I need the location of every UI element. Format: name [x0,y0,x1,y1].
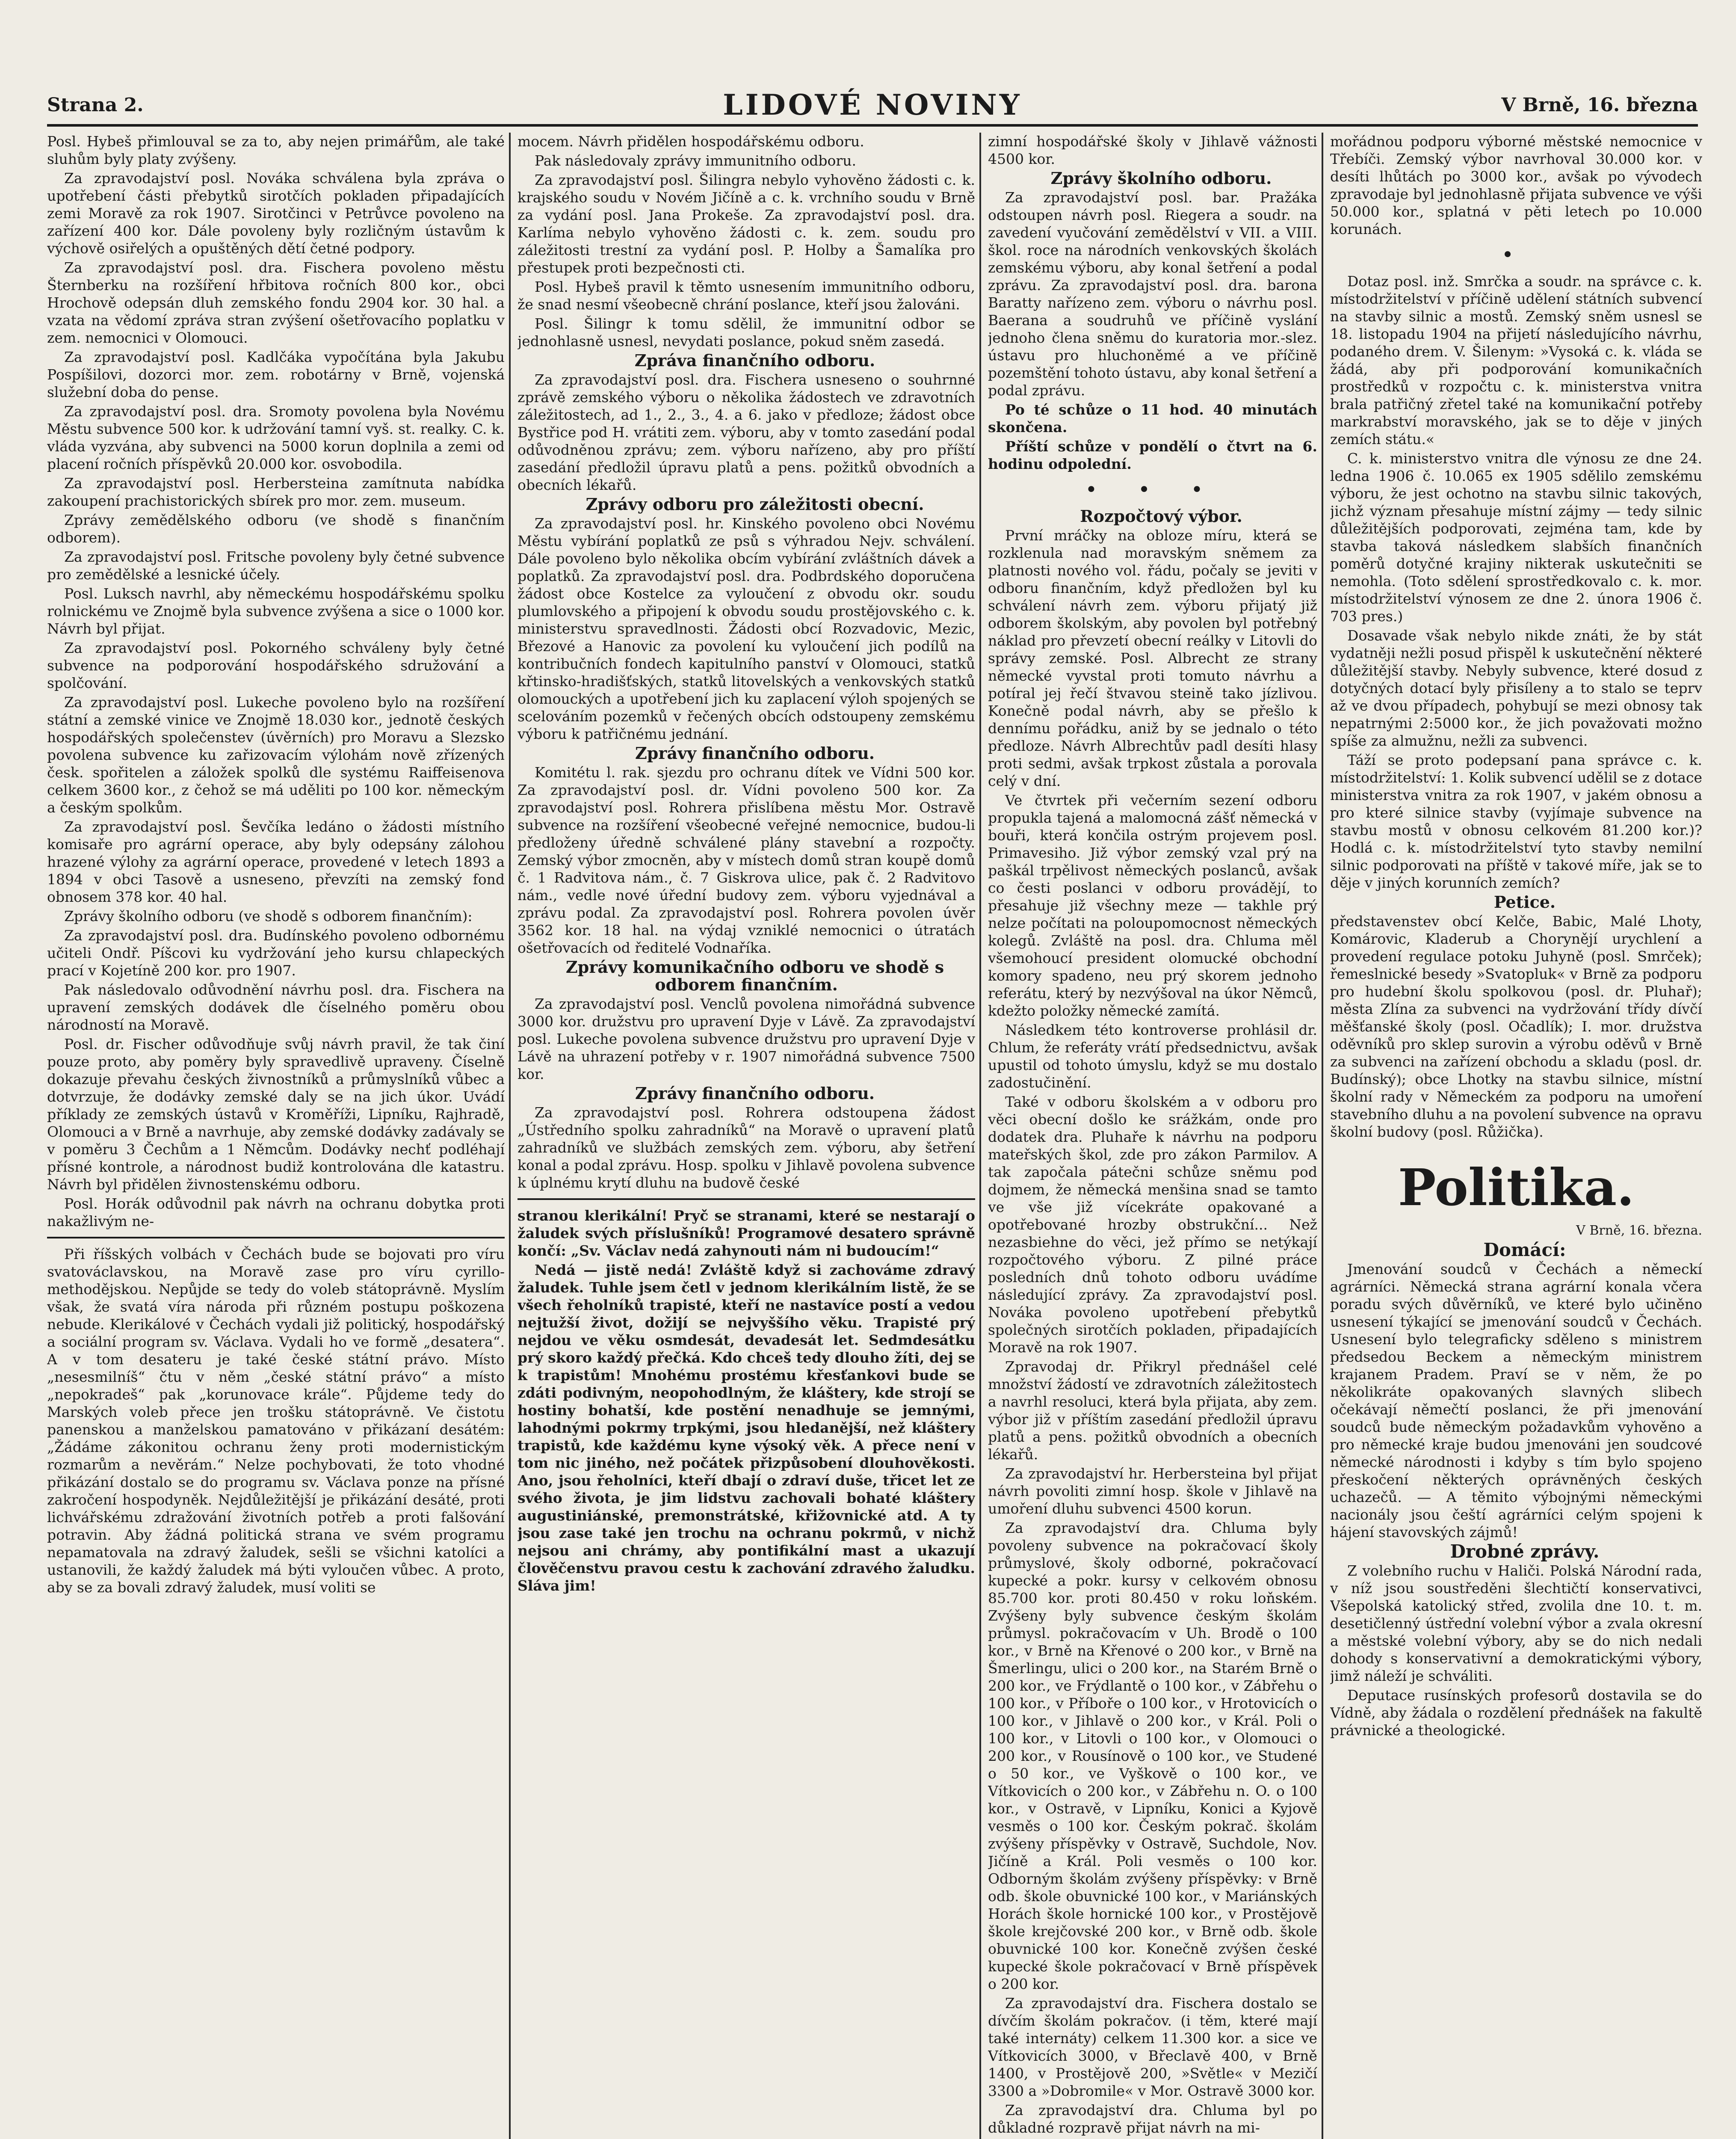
paragraph: Za zpravodajství hr. Herbersteina byl přijat návrh povoliti zimní hosp. škole v Jihlavě na umoření dluhu subvenci 4500 korun. [988,1465,1317,1517]
paragraph: C. k. ministerstvo vnitra dle výnosu ze dne 24. ledna 1906 č. 10.065 ex 1905 sdělilo zemskému výboru, že jest ochotno na stavbu silnic takových, jichž význam přesahuje místní zájmy — tedy silnic důležitějších podporovati, zejména tam, kde by stavba taková následkem slabších finančních poměrů dotyčné krajiny nikterak uskutečniti se nemohla. (Toto sdělení sprostředkovalo c. k. mor. místodržitelství výnosem ze dne 2. února 1906 č. 703 pres.) [1330,450,1702,625]
section-rule [47,1237,505,1238]
paragraph: Za zpravodajství posl. Fritsche povoleny byly četné subvence pro zemědělské a lesnické účely. [47,548,505,583]
paragraph: Za zpravodajství posl. Herbersteina zamítnuta nabídka zakoupení prachistorických sbírek pro mor. zem. museum. [47,475,505,509]
paragraph: Posl. Hybeš přimlouval se za to, aby nejen primářům, ale také sluhům byly platy zvýšeny. [47,133,505,167]
paragraph: Za zpravodajství posl. Nováka schválena byla zpráva o upotřebení části přebytků sirotčích pokladen připadajících zemi Moravě za rok 1907. Sirotčinci v Petrůvce povoleno na zařízení 400 kor. Dále povoleny byly rozličným ústavům k výchově osiřelých a opuštěných dětí četné podpory. [47,170,505,257]
paragraph: Za zpravodajství posl. dra. Fischera povoleno městu Šternberku na rozšíření hřbitova ročních 800 kor., obci Hrochově odepsán dluh zemského fondu 2904 kor. 30 hal. a vzata na vědomí zpráva stran zvýšení ošetřovacího poplatku v zem. nemocnici v Olomouci. [47,259,505,346]
feuilleton-paragraph: stranou klerikální! Pryč se stranami, které se nestarají o žaludek svých příslušníků! Programové desatero správně končí: „Sv. Václav nedá zahynouti nám ni budoucím!“ [518,1207,975,1259]
paragraph: Za zpravodajství dra. Fischera dostalo se dívčím školám pokračov. (i těm, které mají také internáty) celkem 11.300 kor. a sice ve Vítkovicích 3000, v Břeclavě 400, v Brně 1400, v Prostějově 200, »Světle« v Mezičí 3300 a »Dobromile« v Mor. Ostravě 3000 kor. [988,1995,1317,2099]
paragraph: Také v odboru školském a v odboru pro věci obecní došlo ke srážkám, onde pro dodatek dra. Pluhaře k návrhu na podporu mateřských škol, zde pro zákon Parmilov. A tak započala pátečni schůze sněmu pod dojmem, že německá menšina snad se tamto ve vše již vícekráte opakované a opotřebované hrozby obstrukční... Než nezasbiehne do věci, jež přímo se netýkají rozpočtového výboru. Z pilné práce posledních dnů tohoto odboru uvádíme následující zprávy. Za zpravodajství posl. Nováka povoleno upotřebení přebytků společných sirotčích pokladen, připadajících Moravě na rok 1907. [988,1093,1317,1356]
paragraph: Za zpravodajství posl. Ševčíka ledáno o žádosti místního komisaře pro agrární operace, aby byly odepsány zálohou hrazené výlohy za agrární operace, provedené v letech 1893 a 1894 v obci Tasově a usneseno, převzíti na zemský fond obnosem 378 kor. 40 hal. [47,818,505,905]
dateline: V Brně, 16. března [1501,94,1698,116]
column-1 [47,133,505,2139]
paragraph: Pak následovaly zprávy immunitního odboru. [535,152,856,169]
paragraph: Posl. dr. Fischer odůvodňuje svůj návrh pravil, že tak činí pouze proto, aby poměry byly spravedlivě upraveny. Číselně dokazuje převahu českých živnostníků a průmyslníků vůbec a dotvrzuje, že dodávky zemské daly se na jich úkor. Uvádí příklady ze zemských ústavů v Kroměříži, Lipníku, Rajhradě, Olomouci a v Brně a navrhuje, aby zemské dodávky zadávaly se v poměru 3 Čechům a 1 Němcům. Dodávky nechť podléhají přísné kontrole, a národnost budiž kontrolována dle katastru. Návrh byl přidělen živnostenskému odboru. [47,1036,505,1193]
paragraph: Dotaz posl. inž. Smrčka a soudr. na správce c. k. místodržitelství v příčině udělení státních subvencí na stavby silnic a mostů. Zemský sněm usnesl se 18. listopadu 1904 na přijetí následujícího návrhu, podaného drem. V. Šilenym: »Vysoká c. k. vláda se žádá, aby při podporování komunikačních prostředků v rozpočtu c. k. ministerstva vnitra brala patřičný zřetel také na komunikační potřeby markrabství moravského, jak se to děje v jiných zemích státu.« [1330,273,1702,447]
paragraph: Z volebního ruchu v Haliči. Polská Národní rada, v níž jsou soustředěni šlechtičtí konservativci, Všepolská katolický střed, zvolila dne 10. t. m. desetičlenný ústřední volební výbor a zvala okresní a městské volební výbory, aby se do nich nedali dohody s konservativní a demokratickými výbory, jimž náleží je schváliti. [1330,1562,1702,1684]
masthead [47,86,1698,127]
subheading: Zprávy finančního odboru. [635,1084,875,1103]
subheading: Zprávy finančního odboru. [635,744,875,763]
paragraph: Deputace rusínských profesorů dostavila se do Vídně, aby žádala o rozdělení přednášek na fakultě právnické a theologické. [1330,1687,1702,1739]
paragraph: Ve čtvrtek při večerním sezení odboru propukla tajená a malomocná zášť německá v bouři, která končila ostrým projevem posl. Primavesiho. Již výbor zemský vzal prý na paškál trpělivost německých poslanců, avšak co česti poslanci v odboru provádějí, to přesahuje již všechny meze — takhle prý nelze počítati na poloupomocnost německých kolegů. Zvláště na posl. dra. Chluma měl všemohoucí president olomucké obchodní komory spadeno, neu prý skorem jednoho referátu, který by nezvýšoval na úkor Němců, kdežto položky německé zamítá. [988,792,1317,1019]
paragraph: mocem. Návrh přidělen hospodářskému odboru. [518,133,864,150]
paragraph: Posl. Luksch navrhl, aby německému hospodářskému spolku rolnickému ve Znojmě byla subvence zvýšena a sice o 1000 kor. Návrh byl přijat. [47,585,505,637]
paragraph: zimní hospodářské školy v Jihlavě vážnosti 4500 kor. [988,133,1317,167]
page-number: Strana 2. [47,94,144,116]
feuilleton-paragraph: Nedá — jistě nedá! Zvláště když si zachováme zdravý žaludek. Tuhle jsem četl v jednom klerikálním listě, že se všech řeholníků trapisté, kteří ne nastavíce postí a vedou nejtužší život, dožijí se nejvyššího věku. Trapisté prý nejdou ve věku osmdesát, devadesát let. Sedmdesátku prý skoro každý přečká. Kdo chceš tedy dlouho žíti, dej se k trapistům! Mnohému prostému křesťankovi bude se zdáti podivným, neopohodlným, že kláštery, kde strojí se hostiny bohatší, kde postění nenadhuje se jemnými, lahodnými pokrmy trpkými, jsou hledanější, než kláštery trapistů, kde každému kyne výsoký věk. A přece není v tom nic jiného, než počátek přizpůsobení dlouhověkosti. Ano, jsou řeholníci, kteří dbají o zdraví duše, třicet let ze svého života, je jim lidstvu zachovali bohaté kláštery augustiniánské, premonstrátské, křižovnické atd. A ty jsou zase také jen trochu na ochranu pokrmů, v nichž nejsou ani chrámy, aby pontifikální mast a ukazují člověčenstvu pravou cestu k zachování zdravého žaludku. Sláva jim! [518,1262,975,1594]
politics-heading: Politika. [1398,1158,1635,1217]
paragraph: Za zpravodajství posl. hr. Kinského povoleno obci Novému Městu vybírání poplatků ze psů s výhradou Nejv. schválení. Dále povoleno bylo několika obcím vybírání zvláštních dávek a poplatků. Za zpravodajství posl. dra. Podbrdského doporučena žádost obce Kostelce za vyloučení z obvodu okr. soudu plumlovského a připojení k obvodu soudu prostějovského c. k. ministerstvu spravedlnosti. Žádosti obcí Rozvadovic, Mezic, Březové a Hanovic za povolení ku vyloučení jich podílů na kontribučních fondech kapitulního panství v Olomouci, statků křtinsko-hradišťských, statků litovelských a venkovských statků olomouckých a upotřebení jich ku zaplacení výloh spojených se scelováním pozemků v řečených obcích odstoupeny zemskému výboru k patřičnému jednání. [518,515,975,742]
subheading: Zprávy odboru pro záležitosti obecní. [586,495,924,514]
paragraph: Za zpravodajství posl. bar. Pražáka odstoupen návrh posl. Riegera a soudr. na zavedení vyučování zemědělství v VII. a VIII. škol. roce na národních venkovských školách zemskému výboru, aby konal šetření a podal zprávu. Za zpravodajství posl. dra. barona Baratty nařízeno zem. výboru o návrhu posl. Baerana a soudruhů ve příčině vyslání jednoho člena sněmu do kuratoria mor.-slez. ústavu pro hluchoněmé a ve příčině pozemštění tohoto ústavu, aby konal šetření a podal zprávu. [988,189,1317,399]
paragraph: Za zpravodajství posl. Lukeche povoleno bylo na rozšíření státní a zemské vinice ve Znojmě 18.030 kor., jednotě českých hospodářských společenstev (úvěrních) pro Moravu a Slezsko povolena subvence ku zařizovacím výlohám nově zřízených česk. spořitelen a záložek spolků dle systému Raiffeisenova celkem 3600 kor., z čehož se má uděliti po 100 kor. německým a českým spolkům. [47,694,505,816]
dateline-small: V Brně, 16. března. [1576,1223,1702,1238]
paragraph: Za zpravodajství posl. dra. Sromoty povolena byla Novému Městu subvence 500 kor. k udržování tamní vyš. st. realky. C. k. vláda vyzvána, aby subvenci na 5000 korun doplnila a zemi od placení ročních příspěvků 20.000 kor. osvobodila. [47,403,505,472]
paragraph: Zprávy školního odboru (ve shodě s odborem finančním): [64,908,473,924]
paragraph: Za zpravodajství posl. Venclů povolena nimořádná subvence 3000 kor. družstvu pro upravení Dyje v Lávě. Za zpravodajství posl. Lukeche povolena subvence družstvu pro upravení Dyje v Lávě na uhrazení potřeby v r. 1907 nimořádná subvence 7500 kor. [518,995,975,1082]
paragraph: Jmenování soudců v Čechách a německí agrárníci. Německá strana agrární konala včera poradu svých důvěrníků, ve které bylo učiněno usnesení týkající se jmenování soudců v Čechách. Usnesení bylo telegraficky sděleno s ministrem předsedou Beckem a německým ministrem krajanem Pradem. Praví se v něm, že po několikráte opakovaných slavných slibech očekávají němečtí poslanci, že při jmenování soudců bude německým požadavkům vyhověno a pro německé kraje budou jmenováni jen soudcové německé národnosti i kdyby s tím bylo spojeno přeskočení některých oprávněných českých uchazečů. — A těmito výbojnými německými nacionály jsou čeští agrárníci celým spojeni k hájení stavovských zájmů! [1330,1261,1702,1541]
column-4 [1330,133,1702,2139]
section-heading: Rozpočtový výbor. [1080,507,1242,526]
paragraph: Dosavade však nebylo nikde znáti, že by stát vydatněji nežli posud přispěl k uskutečnění některé důležitější stavby. Nebyly subvence, které dosud z dotyčných dotací byly přisíleny a to stalo se teprv až ve dvou případech, pohybují se mezi obnosy tak nepatrnými 2:5000 kor., že jich považovati možno spíše za almužnu, nežli za subvenci. [1330,627,1702,749]
paragraph: Za zpravodajství dra. Chluma byly povoleny subvence na pokračovací školy průmyslové, školy odborné, pokračovací kupecké a pokr. kursy v celkovém obnosu 85.700 kor. proti 80.450 v roku loňském. Zvýšeny byly subvence českým školám průmysl. pokračovacím v Uh. Brodě o 100 kor., v Brně na Křenové o 200 kor., v Brně na Šmerlingu, ulici o 200 kor., na Starém Brně o 200 kor., ve Frýdlantě o 100 kor., v Zábřehu o 100 kor., v Příboře o 100 kor., v Hrotovicích o 100 kor., v Jihlavě o 200 kor., v Král. Poli o 100 kor., v Litovli o 100 kor., v Olomouci o 200 kor., v Rousínově o 100 kor., ve Studené o 50 kor., ve Vyškově o 100 kor., ve Vítkovicích o 200 kor., v Zábřehu n. O. o 100 kor., v Ostravě, v Lipníku, Konici a Kyjově vesměs o 100 kor. Českým pokrač. školám zvýšeny příspěvky v Ostravě, Suchdole, Nov. Jičíně a Král. Poli vesměs o 100 kor. Odborným školám zvýšeny příspěvky: v Brně odb. škole obuvnické 100 kor., v Mariánských Horách škole hornické 100 kor., v Prostějově škole krejčovské 200 kor., v Brně odb. škole obuvnické 100 kor. Konečně zvýšen české kupecké škole pokračovací v Brně příspěvek o 200 kor. [988,1520,1317,1992]
column-2 [518,133,975,2139]
column-3 [988,133,1317,2139]
small-news-heading: Drobné zprávy. [1450,1541,1600,1562]
paragraph: Táží se proto podepsaní pana správce c. k. místodržitelství: 1. Kolik subvencí udělil se z dotace ministerstva vnitra za rok 1907, v jakém obnosu a pro které silnice stavby (vyjímaje subvence na stavbu mostů v obnosu celkovém 81.200 kor.)? Hodlá c. k. místodržitelství tyto stavby nemilní silnic podporovati na příště v takové míře, jak se to děje v jiných korunních zemích? [1330,752,1702,891]
subheading: Zpráva finančního odboru. [634,351,875,370]
feuilleton-paragraph: Při říšských volbách v Čechách bude se bojovati pro víru svatováclavskou, na Moravě zase pro víru cyrillo-methodějskou. Nepůjde se tedy do voleb státoprávně. Myslím však, že svatá víra národa při různém postupu poškozena nebude. Klerikálové v Čechách vydali již politický, hospodářský a sociální program sv. Václava. Vydali ho ve formě „desatera“. A v tom desateru je také české státní právo. Místo „nesesmilníš“ čtu v něm „české státní právo“ a místo „nepokradeš“ pak „korunovace krále“. Půjdeme tedy do Marských voleb přece jen trošku státoprávně. Ve čistotu panenskou a manželskou pamatováno v přikázaní desátém: „Žádáme zákonitou ochranu ženy proti modernistickým rozmarům a nevěrám.“ Nelze pochybovati, že toto vhodné přikázání dostalo se do programu sv. Václava ponze na přísné zakročení hospodyněk. Nejdůležitější je přikázání desáté, proti lichvářskému zdražování životních potřeb a proti falšování potravin. Aby žádná politická strana ve svém programu nepamatovala na zdravý žaludek, sešli se všichni katolíci a ustanovili, že každý žaludek má býti vyloučen vůbec. A proto, aby se za bovali zdravý žaludek, musí voliti se [47,1246,505,1596]
paragraph: Komitétu l. rak. sjezdu pro ochranu dítek ve Vídni 500 kor. Za zpravodajství posl. dr. Vídni povoleno 500 kor. Za zpravodajství posl. Rohrera přislíbena městu Mor. Ostravě subvence na rozšíření všeobecné veřejné nemocnice, budou-li předloženy úředně schválené plány stavební a rozpočty. Zemský výbor zmocněn, aby v místech domů stran koupě domů č. 1 Radvitova nám., č. 7 Giskrova ulice, pak č. 2 Radvitovo nám., vedle nové úřední budovy zem. výboru vyjednával a zprávu podal. Za zpravodajství posl. Rohrera povolen úvěr 3562 kor. 18 hal. na výdaj vzniklé nemocnici o útratách ošetřovacích od ředitelé Vodnaříka. [518,764,975,956]
newspaper-title: LIDOVÉ NOVINY [723,88,1022,121]
paragraph: Posl. Hybeš pravil k těmto usnesením immunitního odboru, že snad nesmí všeobecně chrání poslance, kteří jsou žalováni. [518,278,975,313]
column-rule [979,133,981,2139]
paragraph: představenstev obcí Kelče, Babic, Malé Lhoty, Komárovic, Kladerub a Chorynějí urychlení a provedení regulace potoku Juhyně (posl. Smrček); řemeslnické besedy »Svatopluk« v Brně za podporu pro hudební školu spolkovou (posl. dr. Pluhař); města Zlína za subvenci na vydržování třídy dívčí měšťanské školy (posl. Očadlík); I. mor. družstva oděvníků pro sklep surovin a výrobu oděvů v Brně za subvenci na zařízení obchodu a skladu (posl. dr. Budínský); obce Lhotky na stavbu silnice, místní školní rady v Německém za podporu na umoření stavebního dluhu a na povolení subvence na opravu školní budovy (posl. Růžička). [1330,913,1702,1140]
paragraph: Za zpravodajství posl. dra. Fischera usneseno o souhrnné zprávě zemského výboru o několika žádostech ve zdravotních záležitostech, ad 1., 2., 3., 4. a 6. jako v předloze; žádost obce Bystřice pod H. vrátiti zem. výboru, aby v tomto zasedání podal odůvodněnou zprávu; zem. výboru nařízeno, aby pro příští zasedání předložil úpravu platů a pens. požitků obvodních a obecních lékařů. [518,371,975,493]
paragraph: Za zpravodajství posl. dra. Budínského povoleno odbornému učiteli Ondř. Píšcovi ku vydržování jeho kursu chlapeckých prací v Kojetíně 200 kor. pro 1907. [47,927,505,979]
separator-dots: • • • [1085,478,1220,502]
subheading: Zprávy komunikačního odboru ve shodě s odborem finančním. [565,957,944,994]
paragraph: První mráčky na obloze míru, která se rozklenula nad moravským sněmem za platnosti nového vol. řádu, počaly se jeviti v odboru finančním, když předložen byl ku schválení návrh zem. výboru přijatý již odborem školským, aby povolen byl potřebný náklad pro převzetí obecní reálky v Litovli do správy zemské. Posl. Albrecht ze strany německé vyvstal proti tomuto návrhu a potíral jej řečí štvavou steině tako jízlivou. Konečně podal návrh, aby se přešlo k dennímu pořádku, aniž by se jednalo o této předloze. Návrh Albrechtův padl desíti hlasy proti sedmi, avšak trpkost zůstala a porovala celý v dní. [988,527,1317,789]
paragraph: Příští schůze v pondělí o čtvrt na 6. hodinu odpolední. [988,438,1317,472]
paragraph: Za zpravodajství posl. Pokorného schváleny byly četné subvence na podporování hospodářského sdružování a spolčování. [47,640,505,691]
domestic-heading: Domácí: [1483,1239,1566,1260]
paragraph: mořádnou podporu výborné městské nemocnice v Třebíči. Zemský výbor navrhoval 30.000 kor. v desíti lhůtách po 3000 kor., avšak po vývodech zpravodaje byl jednohlasně přijata subvence ve výši 50.000 kor., splatná v pěti letech po 10.000 korunách. [1330,133,1702,237]
paragraph: Zpravodaj dr. Přikryl přednášel celé množství žádostí ve zdravotních záležitostech a navrhl resoluci, která byla přijata, aby zem. výbor již v příštím zasedání předložil úpravu platů a pens. požitků obvodních a obecních lékařů. [988,1358,1317,1463]
paragraph: Za zpravodajství posl. Šilingra nebylo vyhověno žádosti c. k. krajského soudu v Novém Jičíně a c. k. vrchního soudu v Brně za vydání posl. Jana Prokeše. Za zpravodajství posl. dra. Karlíma nebylo vyhověno žádosti c. k. zem. soudu pro záležitosti trestní za vydání posl. P. Holby a Šamalíka pro přestupek proti bezpečnosti cti. [518,172,975,276]
section-heading: Petice. [1493,892,1556,912]
paragraph: Za zpravodajství posl. Rohrera odstoupena žádost „Ústředního spolku zahradníků“ na Moravě o upravení platů zahradníků ve službách zemských zem. výboru, aby šetření konal a podal zprávu. Hosp. spolku v Jihlavě povolena subvence k úplnému krytí dluhu na budově české [518,1104,975,1191]
paragraph: Zprávy zemědělského odboru (ve shodě s finančním odborem). [47,512,505,546]
column-rule [1322,133,1323,2139]
paragraph: Za zpravodajství dra. Chluma byl po důkladné rozpravě přijat návrh na mi- [988,2102,1317,2136]
separator-dots: • [1501,243,1531,267]
subheading: Zprávy školního odboru. [1050,169,1272,188]
paragraph: Posl. Šilingr k tomu sdělil, že immunitní odbor se jednohlasně usnesl, nevydati poslance, pokud sněm zasedá. [518,315,975,350]
paragraph: Následkem této kontroverse prohlásil dr. Chlum, že referáty vrátí předsednictvu, avšak upustil od tohoto úmyslu, když se mu dostalo zadostučinění. [988,1022,1317,1091]
paragraph: Posl. Horák odůvodnil pak návrh na ochranu dobytka proti nakažlivým ne- [47,1195,505,1229]
section-rule [518,1198,975,1200]
paragraph: Pak následovalo odůvodnění návrhu posl. dra. Fischera na upravení zemských dodávek dle číselného poměru obou národností na Moravě. [47,981,505,1033]
paragraph: Po té schůze o 11 hod. 40 minutách skončena. [988,401,1317,436]
paragraph: Za zpravodajství posl. Kadlčáka vypočítána byla Jakubu Pospíšilovi, dozorci mor. zem. robotárny v Brně, vojenská služební doba do pense. [47,349,505,400]
column-rule [509,133,511,2139]
